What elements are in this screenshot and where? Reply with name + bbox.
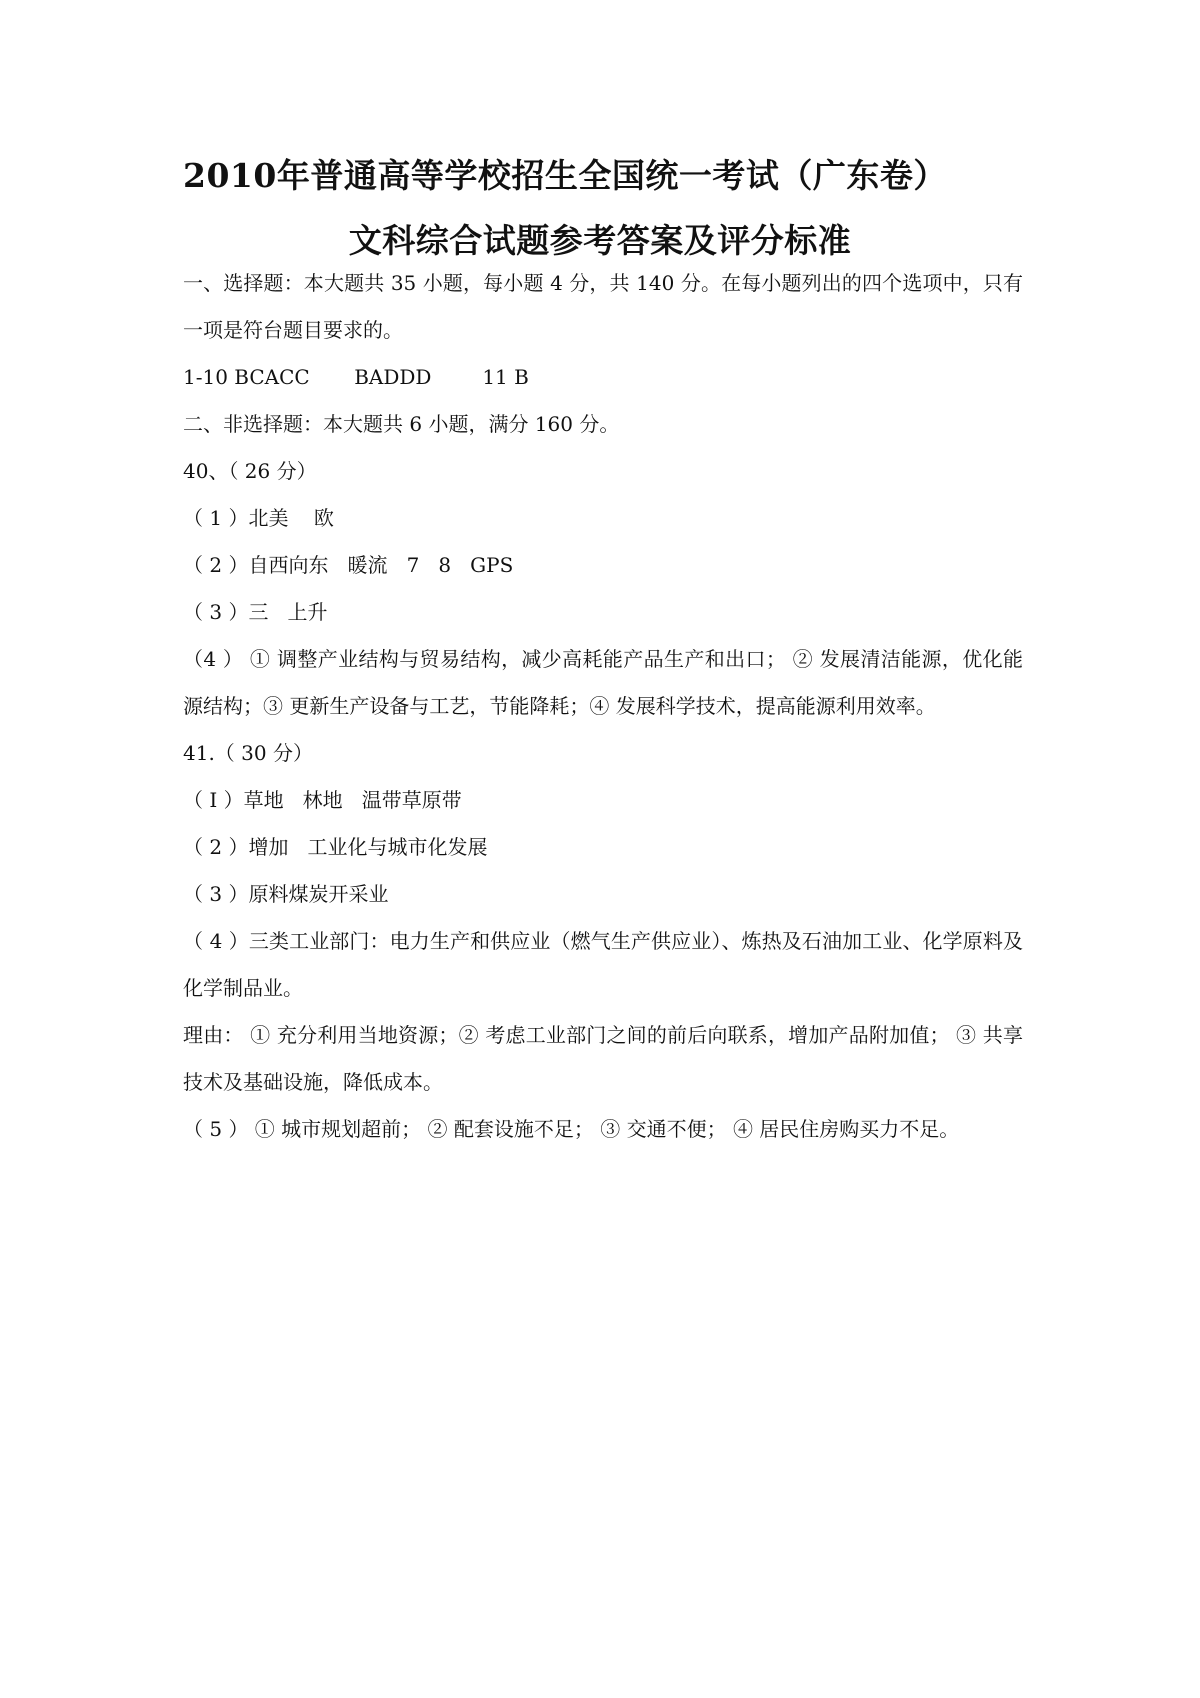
q41-answer-5: （ 5 ） ① 城市规划超前； ② 配套设施不足； ③ 交通不便； ④ 居民住房购买力不足。 [183, 1117, 960, 1141]
q40-answer-3: （ 3 ）三 上升 [183, 600, 328, 624]
document-title: 2010年普通高等学校招生全国统一考试（广东卷） [183, 156, 947, 195]
q41-answer-3: （ 3 ）原料煤炭开采业 [183, 882, 389, 906]
q41-reason: 理由： ① 充分利用当地资源；② 考虑工业部门之间的前后向联系，增加产品附加值； ③ 共享技术及基础设施，降低成本。 [183, 1023, 1023, 1094]
document-subtitle: 文科综合试题参考答案及评分标准 [348, 221, 852, 260]
section1-answers: 1-10 BCACC BADDD 11 B [183, 365, 529, 389]
q41-answer-1: （ I ）草地 林地 温带草原带 [183, 788, 462, 812]
answer-body [183, 260, 1023, 1153]
q40-answer-2: （ 2 ）自西向东 暖流 7 8 GPS [183, 553, 514, 577]
q40-heading: 40、（ 26 分） [183, 459, 317, 483]
section2-heading: 二、非选择题：本大题共 6 小题，满分 160 分。 [183, 412, 620, 436]
q40-answer-4: （4 ） ① 调整产业结构与贸易结构，减少高耗能产品生产和出口； ② 发展清洁能源，优化能源结构；③ 更新生产设备与工艺，节能降耗；④ 发展科学技术，提高能源利用效率。 [183, 647, 1023, 718]
q41-answer-4: （ 4 ）三类工业部门：电力生产和供应业（燃气生产供应业）、炼热及石油加工业、化学原料及化学制品业。 [183, 929, 1023, 1000]
section1-heading: 一、选择题：本大题共 35 小题，每小题 4 分，共 140 分。在每小题列出的四个选项中，只有一项是符台题目要求的。 [183, 271, 1023, 342]
q40-answer-1: （ 1 ）北美 欧 [183, 506, 334, 530]
q41-heading: 41.（ 30 分） [183, 741, 313, 765]
q41-answer-2: （ 2 ）增加 工业化与城市化发展 [183, 835, 488, 859]
